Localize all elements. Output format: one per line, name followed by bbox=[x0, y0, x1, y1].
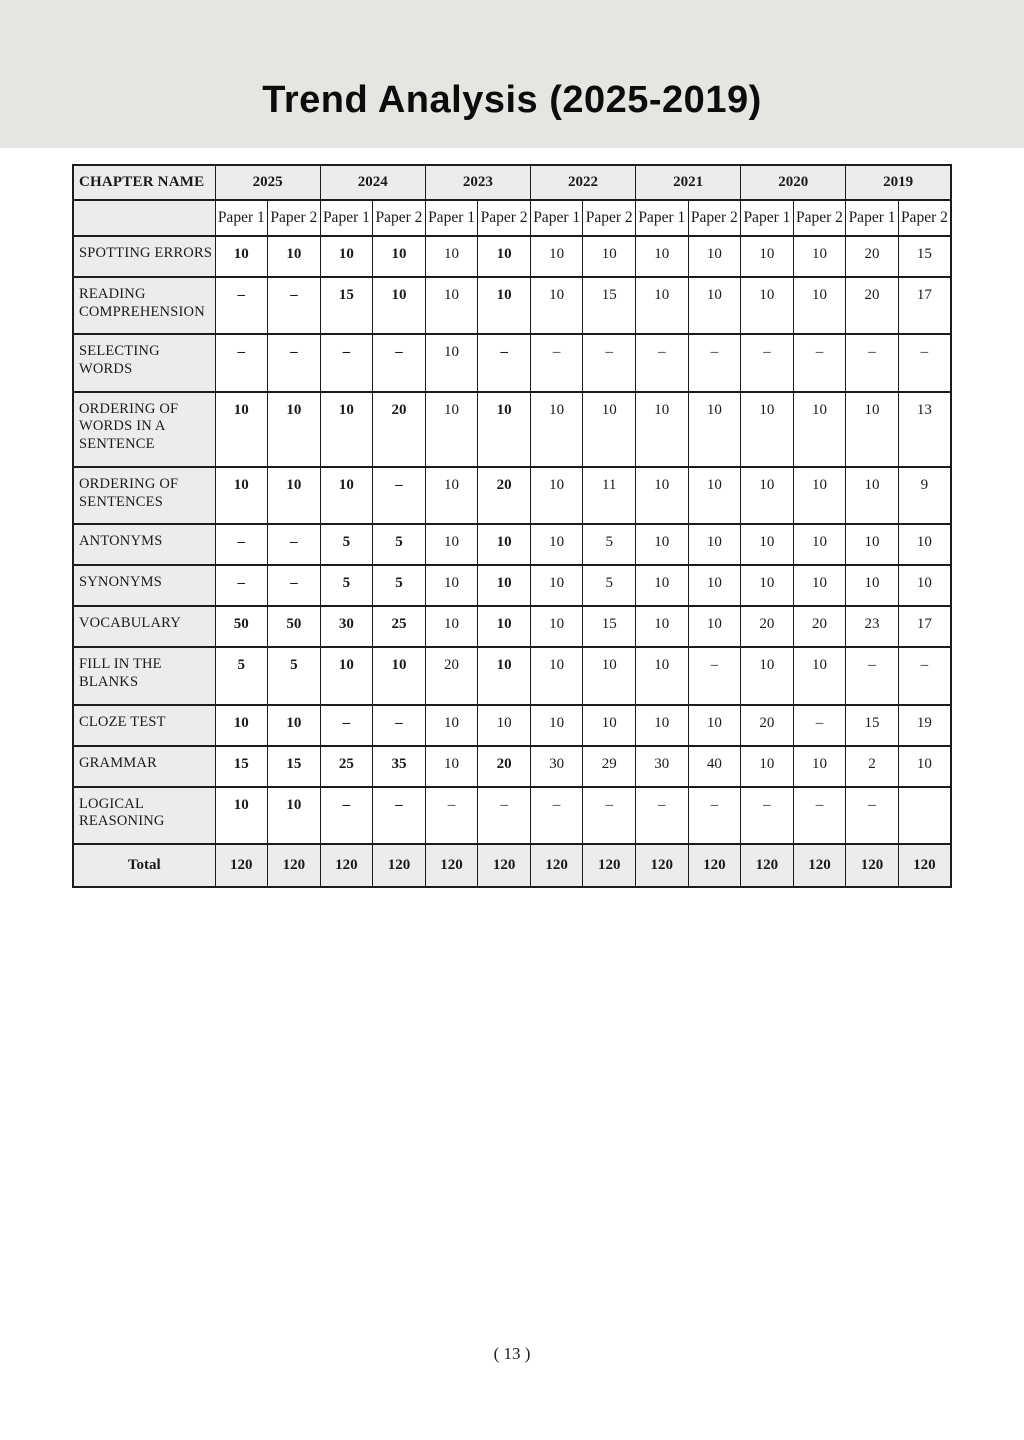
value-cell: 10 bbox=[793, 524, 846, 565]
chapter-name-header: CHAPTER NAME bbox=[73, 165, 215, 200]
value-cell: 10 bbox=[688, 705, 741, 746]
paper-header: Paper 1 bbox=[636, 200, 689, 236]
value-cell: – bbox=[215, 334, 268, 391]
value-cell: 10 bbox=[636, 647, 689, 704]
value-cell: 10 bbox=[583, 236, 636, 277]
value-cell: 5 bbox=[583, 565, 636, 606]
value-cell: 10 bbox=[636, 236, 689, 277]
chapter-name-cell: FILL IN THE BLANKS bbox=[73, 647, 215, 704]
chapter-name-cell: SELECTING WORDS bbox=[73, 334, 215, 391]
value-cell: 10 bbox=[636, 565, 689, 606]
table-row bbox=[73, 334, 951, 391]
paper-header: Paper 2 bbox=[898, 200, 951, 236]
value-cell: 10 bbox=[478, 606, 531, 647]
table-body bbox=[73, 236, 951, 887]
value-cell: 10 bbox=[425, 392, 478, 467]
value-cell: – bbox=[688, 647, 741, 704]
value-cell: 10 bbox=[530, 647, 583, 704]
paper-header: Paper 1 bbox=[530, 200, 583, 236]
year-header: 2020 bbox=[741, 165, 846, 200]
value-cell: – bbox=[215, 277, 268, 334]
table-row bbox=[73, 565, 951, 606]
value-cell: 10 bbox=[898, 565, 951, 606]
value-cell: 9 bbox=[898, 467, 951, 524]
year-header: 2025 bbox=[215, 165, 320, 200]
value-cell: – bbox=[215, 524, 268, 565]
value-cell: 10 bbox=[688, 467, 741, 524]
value-cell: 20 bbox=[741, 705, 794, 746]
value-cell: 10 bbox=[741, 236, 794, 277]
value-cell: – bbox=[583, 334, 636, 391]
paper-header: Paper 1 bbox=[320, 200, 373, 236]
value-cell: 10 bbox=[478, 565, 531, 606]
value-cell: 10 bbox=[425, 467, 478, 524]
value-cell bbox=[898, 787, 951, 844]
value-cell: 15 bbox=[898, 236, 951, 277]
value-cell: 10 bbox=[425, 705, 478, 746]
value-cell: – bbox=[688, 334, 741, 391]
value-cell: 10 bbox=[530, 565, 583, 606]
value-cell: 50 bbox=[268, 606, 321, 647]
value-cell: – bbox=[846, 647, 899, 704]
value-cell: 10 bbox=[530, 392, 583, 467]
value-cell: – bbox=[793, 787, 846, 844]
value-cell: 20 bbox=[478, 746, 531, 787]
value-cell: 15 bbox=[846, 705, 899, 746]
table-row bbox=[73, 236, 951, 277]
chapter-name-cell: READING COMPREHENSION bbox=[73, 277, 215, 334]
paper-header: Paper 2 bbox=[268, 200, 321, 236]
value-cell: 35 bbox=[373, 746, 426, 787]
value-cell: 10 bbox=[898, 746, 951, 787]
paper-header: Paper 1 bbox=[215, 200, 268, 236]
value-cell: – bbox=[425, 787, 478, 844]
value-cell: 10 bbox=[530, 524, 583, 565]
value-cell: 10 bbox=[530, 606, 583, 647]
value-cell: 10 bbox=[636, 524, 689, 565]
value-cell: – bbox=[583, 787, 636, 844]
value-cell: – bbox=[846, 334, 899, 391]
value-cell: 10 bbox=[741, 746, 794, 787]
value-cell: 25 bbox=[373, 606, 426, 647]
value-cell: 5 bbox=[320, 565, 373, 606]
total-row bbox=[73, 844, 951, 887]
value-cell: 10 bbox=[425, 524, 478, 565]
year-header-row bbox=[73, 165, 951, 200]
value-cell: 20 bbox=[425, 647, 478, 704]
value-cell: – bbox=[373, 705, 426, 746]
chapter-name-cell: ANTONYMS bbox=[73, 524, 215, 565]
value-cell: – bbox=[215, 565, 268, 606]
value-cell: 17 bbox=[898, 277, 951, 334]
value-cell: – bbox=[846, 787, 899, 844]
value-cell: – bbox=[741, 787, 794, 844]
value-cell: 10 bbox=[373, 236, 426, 277]
table-row bbox=[73, 705, 951, 746]
value-cell: 10 bbox=[268, 705, 321, 746]
page-number: ( 13 ) bbox=[493, 1344, 531, 1363]
value-cell: 5 bbox=[215, 647, 268, 704]
table-row bbox=[73, 277, 951, 334]
value-cell: 10 bbox=[793, 392, 846, 467]
value-cell: 10 bbox=[478, 236, 531, 277]
value-cell: 10 bbox=[425, 236, 478, 277]
value-cell: 20 bbox=[793, 606, 846, 647]
paper-header: Paper 1 bbox=[846, 200, 899, 236]
year-header: 2023 bbox=[425, 165, 530, 200]
value-cell: – bbox=[268, 334, 321, 391]
value-cell: 10 bbox=[793, 746, 846, 787]
total-value-cell: 120 bbox=[741, 844, 794, 887]
value-cell: 10 bbox=[268, 787, 321, 844]
value-cell: 23 bbox=[846, 606, 899, 647]
year-header: 2019 bbox=[846, 165, 951, 200]
total-value-cell: 120 bbox=[898, 844, 951, 887]
value-cell: 10 bbox=[793, 467, 846, 524]
value-cell: 10 bbox=[478, 392, 531, 467]
value-cell: 5 bbox=[373, 565, 426, 606]
value-cell: 10 bbox=[268, 467, 321, 524]
value-cell: 20 bbox=[846, 236, 899, 277]
chapter-name-cell: LOGICAL REASONING bbox=[73, 787, 215, 844]
paper-header: Paper 2 bbox=[373, 200, 426, 236]
table-row bbox=[73, 787, 951, 844]
year-header: 2022 bbox=[530, 165, 635, 200]
value-cell: 10 bbox=[425, 746, 478, 787]
total-value-cell: 120 bbox=[425, 844, 478, 887]
value-cell: 30 bbox=[320, 606, 373, 647]
total-value-cell: 120 bbox=[583, 844, 636, 887]
value-cell: 10 bbox=[478, 705, 531, 746]
paper-header: Paper 1 bbox=[741, 200, 794, 236]
total-value-cell: 120 bbox=[846, 844, 899, 887]
trend-analysis-table bbox=[72, 164, 952, 888]
value-cell: – bbox=[636, 787, 689, 844]
value-cell: 10 bbox=[320, 392, 373, 467]
value-cell: 10 bbox=[478, 647, 531, 704]
value-cell: 10 bbox=[478, 524, 531, 565]
value-cell: 10 bbox=[268, 392, 321, 467]
value-cell: 10 bbox=[215, 705, 268, 746]
value-cell: 10 bbox=[583, 705, 636, 746]
value-cell: 10 bbox=[215, 787, 268, 844]
chapter-name-cell: ORDERING OF SENTENCES bbox=[73, 467, 215, 524]
value-cell: 10 bbox=[688, 392, 741, 467]
value-cell: 10 bbox=[688, 565, 741, 606]
value-cell: 10 bbox=[373, 647, 426, 704]
value-cell: 10 bbox=[688, 524, 741, 565]
value-cell: 10 bbox=[688, 236, 741, 277]
value-cell: 10 bbox=[636, 606, 689, 647]
table-row bbox=[73, 606, 951, 647]
value-cell: 10 bbox=[425, 334, 478, 391]
value-cell: 10 bbox=[530, 705, 583, 746]
value-cell: – bbox=[688, 787, 741, 844]
value-cell: 10 bbox=[478, 277, 531, 334]
value-cell: 20 bbox=[478, 467, 531, 524]
value-cell: – bbox=[636, 334, 689, 391]
value-cell: 10 bbox=[215, 467, 268, 524]
value-cell: 10 bbox=[320, 647, 373, 704]
chapter-name-cell: SYNONYMS bbox=[73, 565, 215, 606]
value-cell: – bbox=[793, 705, 846, 746]
year-header: 2021 bbox=[636, 165, 741, 200]
value-cell: 5 bbox=[268, 647, 321, 704]
year-header: 2024 bbox=[320, 165, 425, 200]
total-value-cell: 120 bbox=[478, 844, 531, 887]
value-cell: 10 bbox=[898, 524, 951, 565]
paper-header: Paper 2 bbox=[583, 200, 636, 236]
value-cell: 10 bbox=[741, 565, 794, 606]
value-cell: 10 bbox=[688, 277, 741, 334]
value-cell: 5 bbox=[320, 524, 373, 565]
value-cell: – bbox=[373, 787, 426, 844]
value-cell: 10 bbox=[846, 467, 899, 524]
value-cell: – bbox=[898, 334, 951, 391]
value-cell: 10 bbox=[741, 647, 794, 704]
value-cell: – bbox=[478, 334, 531, 391]
chapter-name-cell: ORDERING OF WORDS IN A SENTENCE bbox=[73, 392, 215, 467]
value-cell: 10 bbox=[215, 392, 268, 467]
value-cell: 10 bbox=[688, 606, 741, 647]
value-cell: 10 bbox=[741, 392, 794, 467]
value-cell: 25 bbox=[320, 746, 373, 787]
value-cell: 30 bbox=[636, 746, 689, 787]
blank-header-cell bbox=[73, 200, 215, 236]
value-cell: 10 bbox=[741, 277, 794, 334]
table-row bbox=[73, 524, 951, 565]
value-cell: – bbox=[320, 705, 373, 746]
value-cell: 10 bbox=[530, 277, 583, 334]
value-cell: – bbox=[320, 787, 373, 844]
value-cell: 10 bbox=[793, 277, 846, 334]
value-cell: 10 bbox=[320, 236, 373, 277]
value-cell: 2 bbox=[846, 746, 899, 787]
value-cell: 10 bbox=[215, 236, 268, 277]
value-cell: 10 bbox=[530, 236, 583, 277]
value-cell: 10 bbox=[583, 392, 636, 467]
value-cell: – bbox=[268, 277, 321, 334]
value-cell: 10 bbox=[793, 647, 846, 704]
table-row bbox=[73, 392, 951, 467]
value-cell: 10 bbox=[636, 705, 689, 746]
table-row bbox=[73, 647, 951, 704]
value-cell: 10 bbox=[846, 392, 899, 467]
value-cell: 13 bbox=[898, 392, 951, 467]
paper-header-row bbox=[73, 200, 951, 236]
paper-header: Paper 2 bbox=[793, 200, 846, 236]
value-cell: 10 bbox=[530, 467, 583, 524]
value-cell: 10 bbox=[793, 236, 846, 277]
value-cell: 10 bbox=[636, 392, 689, 467]
total-value-cell: 120 bbox=[268, 844, 321, 887]
value-cell: 20 bbox=[373, 392, 426, 467]
value-cell: – bbox=[793, 334, 846, 391]
value-cell: 5 bbox=[373, 524, 426, 565]
value-cell: – bbox=[530, 787, 583, 844]
value-cell: – bbox=[373, 334, 426, 391]
value-cell: 10 bbox=[425, 565, 478, 606]
value-cell: 30 bbox=[530, 746, 583, 787]
value-cell: 5 bbox=[583, 524, 636, 565]
value-cell: 10 bbox=[793, 565, 846, 606]
value-cell: 19 bbox=[898, 705, 951, 746]
chapter-name-cell: VOCABULARY bbox=[73, 606, 215, 647]
value-cell: 10 bbox=[846, 524, 899, 565]
value-cell: 17 bbox=[898, 606, 951, 647]
paper-header: Paper 1 bbox=[425, 200, 478, 236]
page-title: Trend Analysis (2025-2019) bbox=[262, 79, 762, 121]
value-cell: 10 bbox=[583, 647, 636, 704]
total-value-cell: 120 bbox=[373, 844, 426, 887]
value-cell: 10 bbox=[741, 524, 794, 565]
value-cell: – bbox=[478, 787, 531, 844]
total-value-cell: 120 bbox=[530, 844, 583, 887]
value-cell: 11 bbox=[583, 467, 636, 524]
chapter-name-cell: CLOZE TEST bbox=[73, 705, 215, 746]
total-value-cell: 120 bbox=[793, 844, 846, 887]
value-cell: – bbox=[898, 647, 951, 704]
value-cell: – bbox=[741, 334, 794, 391]
value-cell: – bbox=[320, 334, 373, 391]
value-cell: 10 bbox=[268, 236, 321, 277]
chapter-name-cell: GRAMMAR bbox=[73, 746, 215, 787]
value-cell: 10 bbox=[636, 467, 689, 524]
value-cell: 15 bbox=[583, 606, 636, 647]
value-cell: 15 bbox=[268, 746, 321, 787]
table-row bbox=[73, 746, 951, 787]
value-cell: 10 bbox=[425, 277, 478, 334]
value-cell: 40 bbox=[688, 746, 741, 787]
total-value-cell: 120 bbox=[320, 844, 373, 887]
total-value-cell: 120 bbox=[688, 844, 741, 887]
value-cell: 10 bbox=[741, 467, 794, 524]
value-cell: 50 bbox=[215, 606, 268, 647]
value-cell: 29 bbox=[583, 746, 636, 787]
value-cell: – bbox=[268, 565, 321, 606]
value-cell: 10 bbox=[636, 277, 689, 334]
value-cell: 10 bbox=[320, 467, 373, 524]
value-cell: 10 bbox=[846, 565, 899, 606]
value-cell: 10 bbox=[373, 277, 426, 334]
chapter-name-cell: SPOTTING ERRORS bbox=[73, 236, 215, 277]
value-cell: 20 bbox=[846, 277, 899, 334]
value-cell: 15 bbox=[215, 746, 268, 787]
value-cell: – bbox=[373, 467, 426, 524]
value-cell: 20 bbox=[741, 606, 794, 647]
table-row bbox=[73, 467, 951, 524]
title-banner bbox=[0, 0, 1024, 148]
value-cell: 15 bbox=[583, 277, 636, 334]
paper-header: Paper 2 bbox=[478, 200, 531, 236]
paper-header: Paper 2 bbox=[688, 200, 741, 236]
total-value-cell: 120 bbox=[215, 844, 268, 887]
value-cell: – bbox=[268, 524, 321, 565]
value-cell: 15 bbox=[320, 277, 373, 334]
total-label-cell: Total bbox=[73, 844, 215, 887]
value-cell: – bbox=[530, 334, 583, 391]
value-cell: 10 bbox=[425, 606, 478, 647]
total-value-cell: 120 bbox=[636, 844, 689, 887]
